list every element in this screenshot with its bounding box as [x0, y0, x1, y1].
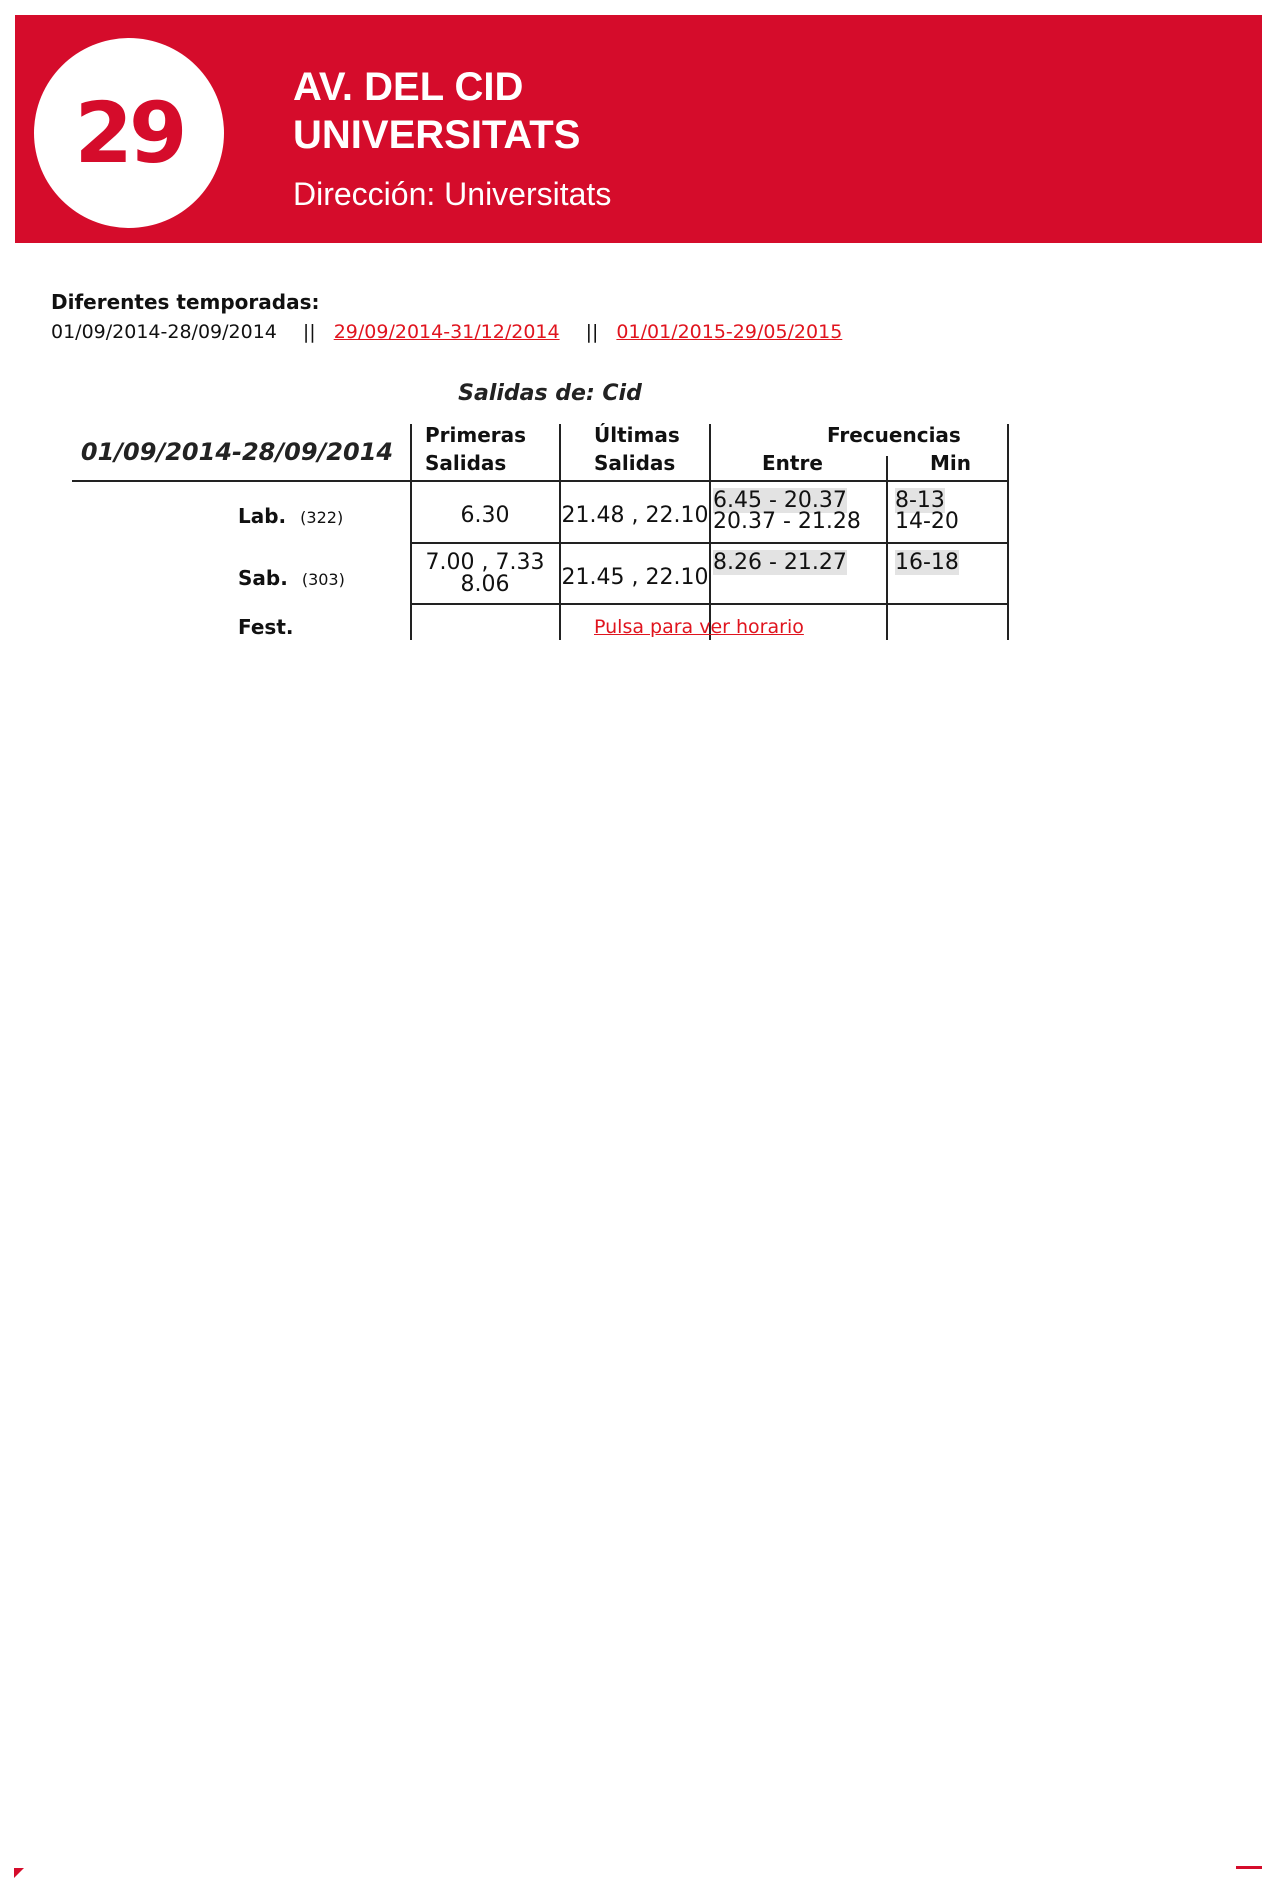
row-label [238, 567, 345, 591]
line-header [15, 15, 1262, 243]
frequency-min: 8-13 [895, 488, 945, 513]
view-timetable-link[interactable]: Pulsa para ver horario [594, 616, 804, 638]
season-current: 01/09/2014-28/09/2014 [51, 321, 277, 343]
line-name-origin: AV. DEL CID [293, 65, 524, 109]
row-label-text: Lab. [238, 504, 287, 528]
table-divider [72, 480, 1009, 482]
line-number: 29 [74, 84, 184, 182]
timetable-caption: Salidas de: Cid [458, 381, 642, 406]
header-min: Min [930, 451, 971, 475]
header-first-1: Primeras [425, 423, 527, 447]
page-corner-mark [14, 1868, 24, 1878]
row-label [238, 505, 343, 529]
last-departures: 21.45 , 22.10 [561, 565, 709, 590]
timetable-period: 01/09/2014-28/09/2014 [80, 438, 394, 466]
seasons-list [51, 320, 842, 344]
season-separator: || [585, 321, 599, 343]
table-divider [410, 542, 1009, 544]
frequency-min: 14-20 [895, 509, 959, 534]
table-divider [410, 603, 1009, 605]
frequency-between: 8.26 - 21.27 [713, 550, 847, 575]
row-label: Fest. [238, 615, 294, 639]
header-last-2: Salidas [594, 451, 676, 475]
frequency-between: 20.37 - 21.28 [713, 509, 861, 534]
table-divider [1007, 424, 1009, 640]
direction-label: Dirección: Universitats [293, 176, 612, 212]
season-separator: || [302, 321, 316, 343]
season-link-1[interactable]: 29/09/2014-31/12/2014 [333, 321, 560, 343]
first-departures: 6.30 [460, 503, 510, 528]
header-first-2: Salidas [425, 451, 507, 475]
table-divider [886, 456, 888, 640]
page-corner-mark [1236, 1866, 1262, 1869]
frequency-between: 6.45 - 20.37 [713, 488, 847, 513]
first-departures: 7.00 , 7.33 [425, 550, 545, 575]
season-link-2[interactable]: 01/01/2015-29/05/2015 [616, 321, 843, 343]
row-code: (303) [301, 570, 345, 589]
last-departures: 21.48 , 22.10 [561, 503, 709, 528]
header-frequencies: Frecuencias [827, 423, 961, 447]
table-divider [709, 424, 711, 640]
seasons-title: Diferentes temporadas: [51, 290, 320, 314]
frequency-min: 16-18 [895, 550, 959, 575]
header-last-1: Últimas [594, 423, 680, 447]
table-divider [410, 424, 412, 640]
row-label-text: Sab. [238, 566, 288, 590]
line-name-destination: UNIVERSITATS [293, 113, 581, 157]
row-code: (322) [300, 508, 344, 527]
line-name [293, 63, 580, 159]
first-departures: 8.06 [460, 572, 510, 597]
header-between: Entre [762, 451, 823, 475]
table-divider [559, 424, 561, 640]
line-number-badge [34, 38, 224, 228]
